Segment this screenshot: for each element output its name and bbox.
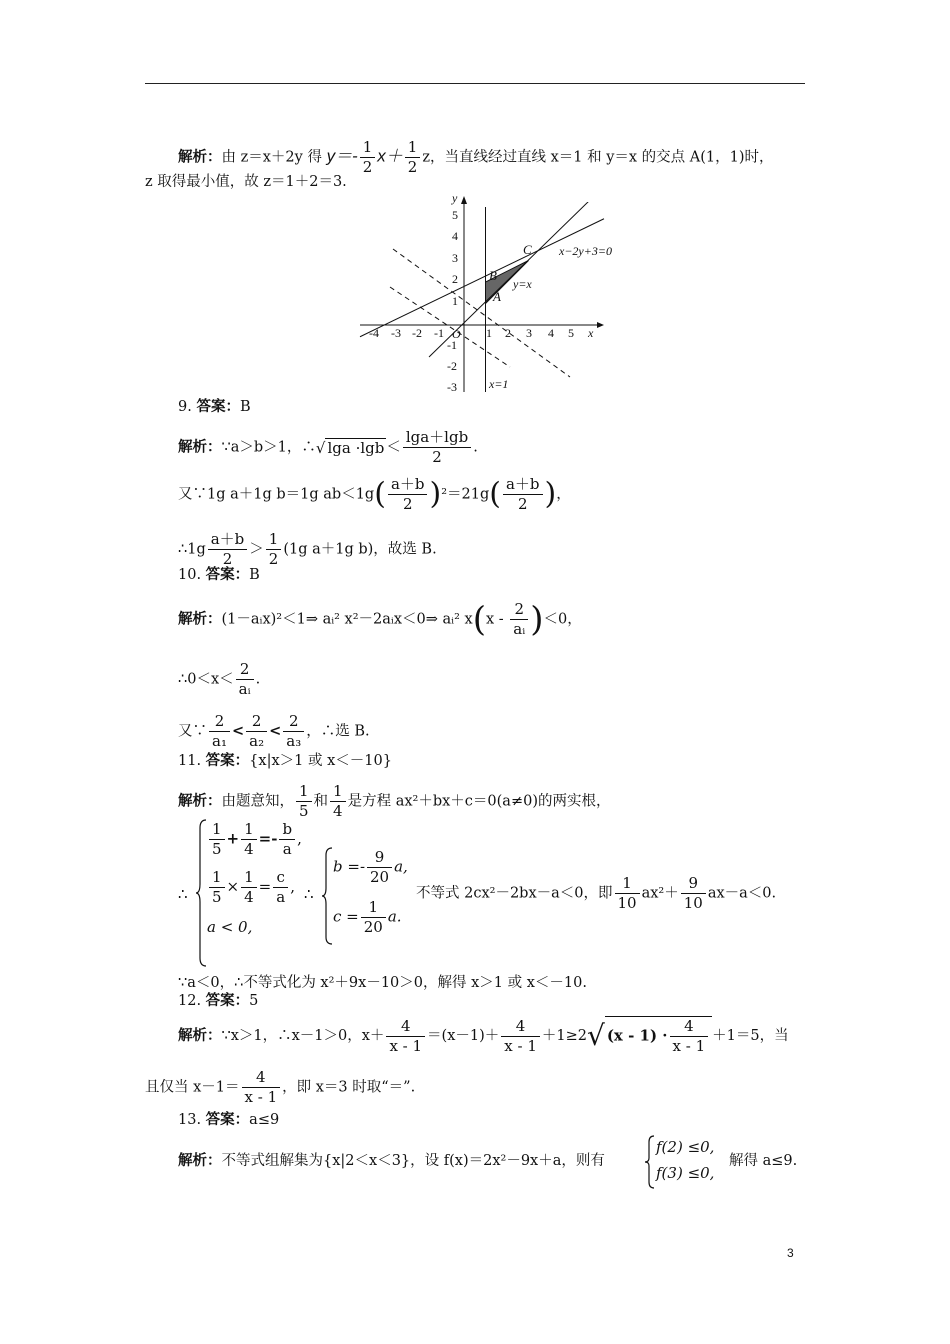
line-label-x-eq-1: x=1 xyxy=(489,377,509,391)
point-b-label: B xyxy=(489,268,497,283)
page-number: 3 xyxy=(787,1246,794,1260)
x-tick: -4 xyxy=(369,326,379,340)
system2 xyxy=(333,848,408,937)
x-tick: -1 xyxy=(434,326,444,340)
math-text: y＝- xyxy=(326,146,358,166)
x-tick: 3 xyxy=(526,326,532,340)
fraction: $\frac{2}{\text{a₂}}$ xyxy=(246,712,267,751)
fraction: $\frac{a+b}{2}$ xyxy=(388,475,428,514)
y-axis-label: y xyxy=(452,192,458,205)
x-tick: 4 xyxy=(548,326,554,340)
y-tick: -3 xyxy=(447,380,457,394)
y-tick: 1 xyxy=(452,294,458,308)
q13-result: 解得 a≤9. xyxy=(729,1153,798,1169)
fraction: $\frac{2}{\text{a₁}}$ xyxy=(209,712,230,751)
y-tick: -2 xyxy=(447,359,457,373)
system2-row2: c = $\frac{1}{20}$ a. xyxy=(333,898,402,936)
q8-analysis-line2: z 取得最小值，故 z＝1＋2＝3. xyxy=(145,174,347,190)
q13-answer-line: 13. 答案：a≤9 xyxy=(178,1111,280,1128)
fraction: $\frac{1}{2}$ xyxy=(405,138,421,177)
x-tick: 1 xyxy=(486,326,492,340)
text: z，当直线经过直线 x＝1 和 y＝x 的交点 A(1，1)时， xyxy=(422,149,774,166)
q10-analysis-line2: ∴0＜x＜ $\frac{2}{\text{aᵢ}}$ . xyxy=(178,660,261,698)
fraction: $\frac{a+b}{2}$ xyxy=(503,475,543,514)
origin-label: O xyxy=(452,327,461,341)
q9-analysis-line3: ∴1g $\frac{a+b}{2}$ ＞ $\frac{1}{2}$ (1g a＋1g b)，故选 B. xyxy=(178,530,437,568)
text: 由 z＝x＋2y 得 xyxy=(221,149,327,166)
x-tick: -2 xyxy=(412,326,422,340)
system1-row1: $\frac{1}{5}$ + $\frac{1}{4}$ =- $\frac{b}{a}$ , xyxy=(207,820,302,868)
fraction: $\frac{2}{\text{aᵢ}}$ xyxy=(236,660,254,699)
point-c-label: C xyxy=(523,242,532,257)
q9-analysis-line2: 又∵1g a＋1g b＝1g ab＜1g( $\frac{a+b}{2}$ )²＝21g( $\frac{a+b}{2}$ )， xyxy=(178,475,571,513)
point-a-label: A xyxy=(493,289,501,304)
system1 xyxy=(207,820,302,937)
q11-analysis-last: ∵a＜0，∴不等式化为 x²＋9x－10＞0，解得 x＞1 或 x＜－10. xyxy=(178,975,587,991)
y-axis-arrow xyxy=(461,196,467,204)
q13-system-row1: f(2) ≤0, xyxy=(656,1138,715,1156)
q13-brace xyxy=(645,1134,655,1190)
y-tick: 2 xyxy=(452,272,458,286)
q10-analysis-line3: 又∵ $\frac{2}{\text{a₁}}$ < $\frac{2}{\text{a₂}}$ < $\frac{2}{\text{a₃}}$ ，∴选 B. xyxy=(178,712,370,750)
fraction: $\frac{\lg a+\lg b}{2}$ xyxy=(403,428,471,467)
x-tick: 2 xyxy=(505,326,511,340)
system2-row1: b =- $\frac{9}{20}$ a, xyxy=(333,848,408,886)
fraction: $\frac{2}{\text{a₃}}$ xyxy=(283,712,304,751)
q12-analysis-line2: 且仅当 x－1＝ $\frac{4}{x - 1}$ ，即 x＝3 时取“＝”. xyxy=(145,1068,416,1106)
q9-answer-line: 9. 答案：B xyxy=(178,398,251,415)
fraction: $\frac{1}{2}$ xyxy=(266,530,282,569)
sqrt-expression: √ lga ·lgb xyxy=(315,438,385,457)
q10-analysis-line1: 解析：(1－aᵢx)²＜1⇒ aᵢ² x²－2aᵢx＜0⇒ aᵢ² x(x - $\frac{2}{\text{aᵢ}}$ )＜0， xyxy=(178,599,582,640)
header-rule xyxy=(145,83,805,84)
system1-row3: a < 0, xyxy=(207,918,253,936)
level-line-upper xyxy=(393,249,570,377)
q11-answer-line: 11. 答案：{x|x＞1 或 x＜－10} xyxy=(178,752,392,769)
sqrt-expression: √ (x - 1) · $\frac{4}{x - 1}$ xyxy=(587,1016,712,1056)
fraction: $\frac{a+b}{2}$ xyxy=(208,530,248,569)
x-tick: -3 xyxy=(391,326,401,340)
q13-system-row2: f(3) ≤0, xyxy=(656,1164,715,1182)
fraction: $\frac{1}{2}$ xyxy=(360,138,376,177)
x-axis-label: x xyxy=(588,326,594,340)
line-label-x-2y-3: x−2y+3=0 xyxy=(559,244,612,258)
q13-system xyxy=(656,1134,714,1186)
y-tick: 3 xyxy=(452,251,458,265)
q11-analysis-line1: 解析：由题意知， $\frac{1}{5}$ 和 $\frac{1}{4}$ 是方程 ax²＋bx＋c＝0(a≠0)的两实根， xyxy=(178,782,611,820)
fraction: $\frac{2}{\text{aᵢ}}$ xyxy=(510,600,528,639)
q13-analysis-line: 解析：不等式组解集为{x|2＜x＜3}，设 f(x)＝2x²－9x＋a，则有 xyxy=(178,1152,605,1169)
fraction: $\frac{1}{4}$ xyxy=(330,782,346,821)
line-x-2y-3 xyxy=(360,219,604,337)
y-tick: 4 xyxy=(452,229,458,243)
q10-answer-line: 10. 答案：B xyxy=(178,566,260,583)
analysis-label: 解析： xyxy=(178,148,222,166)
q12-analysis-line1: 解析：∵x＞1，∴x－1＞0，x＋ $\frac{4}{x - 1}$ ＝(x－1)＋ $\frac{4}{x - 1}$ ＋1≥2√ (x - 1) · $\frac{4}{x - 1}$ ＋1＝5，当 xyxy=(178,1016,789,1055)
x-tick: 5 xyxy=(568,326,574,340)
q9-analysis-line1: 解析：∵a＞b＞1，∴√ lga ·lgb ＜ $\frac{\lg a+\lg b}{2}$ . xyxy=(178,428,478,466)
system1-row2: $\frac{1}{5}$ × $\frac{1}{4}$ = $\frac{c}{a}$ , xyxy=(207,868,302,918)
therefore-symbol-2: ∴ xyxy=(304,885,314,903)
therefore-symbol-1: ∴ xyxy=(178,885,188,903)
feasible-region-graph xyxy=(355,192,625,397)
q12-answer-line: 12. 答案：5 xyxy=(178,992,259,1009)
y-tick: 5 xyxy=(452,208,458,222)
x-tick-labels xyxy=(369,326,594,340)
q11-inequality: 不等式 2cx²－2bx－a＜0，即 $\frac{1}{10}$ ax²＋ $\frac{9}{10}$ ax－a＜0. xyxy=(416,874,777,912)
x-axis-arrow xyxy=(597,322,604,328)
line-label-y-eq-x: y=x xyxy=(513,277,532,291)
math-text: x＋ xyxy=(377,146,403,166)
fraction: $\frac{1}{5}$ xyxy=(296,782,312,821)
y-tick: -1 xyxy=(447,338,457,352)
level-line-lower xyxy=(390,287,510,367)
